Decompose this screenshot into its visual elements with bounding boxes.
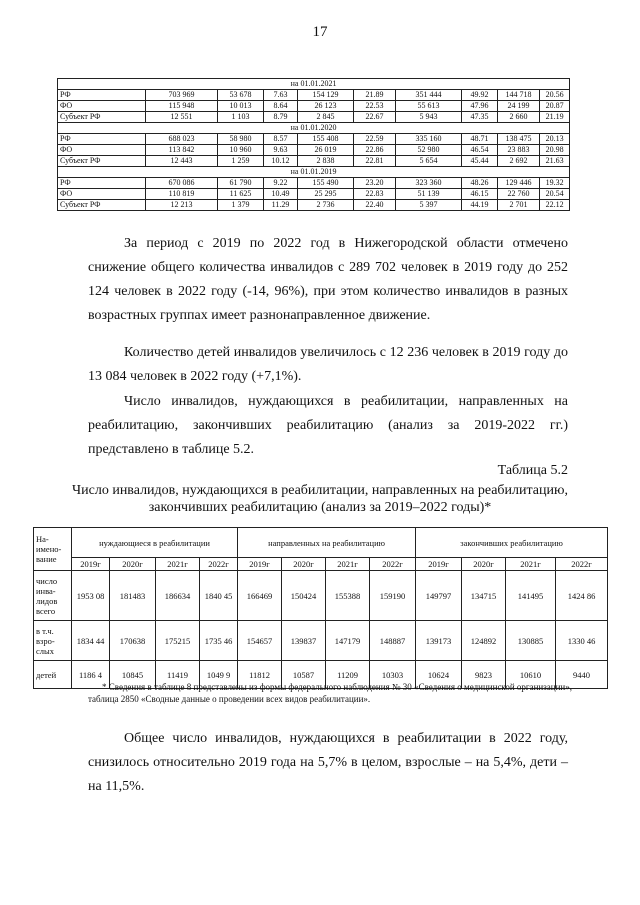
- table-cell: 134715: [462, 571, 506, 621]
- table-cell: 139837: [282, 621, 326, 661]
- table-cell: 170638: [110, 621, 156, 661]
- paragraph-conclusion: Общее число инвалидов, нуждающихся в реабилитации в 2022 году, снизилось относительно 2019 года на 5,7% в целом, взрослые – на 5,4%, дети – на 11,5%.: [88, 731, 568, 794]
- table-cell: 10624: [416, 661, 462, 689]
- table-cell: 46.54: [462, 145, 498, 156]
- table-cell: 115 948: [146, 101, 218, 112]
- table-cell: 24 199: [498, 101, 540, 112]
- table-cell: 48.26: [462, 178, 498, 189]
- year-header: 2019г: [238, 558, 282, 571]
- table-cell: 22.81: [354, 156, 396, 167]
- table-cell: 10587: [282, 661, 326, 689]
- table-cell: 141495: [506, 571, 556, 621]
- table-cell: 10610: [506, 661, 556, 689]
- table-cell: 21.19: [540, 112, 570, 123]
- table-cell: 670 086: [146, 178, 218, 189]
- table-cell: 175215: [156, 621, 200, 661]
- table-cell: 11812: [238, 661, 282, 689]
- page-number: 17: [312, 24, 328, 40]
- table-cell: 10 960: [218, 145, 264, 156]
- table-cell: 46.15: [462, 189, 498, 200]
- table-cell: 10845: [110, 661, 156, 689]
- row-label: число инва-лидов всего: [34, 571, 72, 621]
- table-cell: 53 678: [218, 90, 264, 101]
- table-cell: 159190: [370, 571, 416, 621]
- table-cell: 351 444: [396, 90, 462, 101]
- table-row: [58, 200, 570, 211]
- table-cell: 22.12: [540, 200, 570, 211]
- paragraph-decline: За период с 2019 по 2022 год в Нижегородской области отмечено снижение общего количества инвалидов с 289 702 человек в 2019 году до 252 124 человек в 2022 году (-14, 96%), при этом количество инвалидов в разных возрастных группах имеет разнонаправленное движение.: [88, 236, 568, 323]
- table-cell: 130885: [506, 621, 556, 661]
- table-cell: 25 295: [298, 189, 354, 200]
- year-header: 2021г: [156, 558, 200, 571]
- table-row: [34, 571, 608, 621]
- table-cell: 154 129: [298, 90, 354, 101]
- table-cell: 2 845: [298, 112, 354, 123]
- row-label: РФ: [58, 134, 146, 145]
- table-row: [34, 621, 608, 661]
- table-cell: 12 443: [146, 156, 218, 167]
- table-cell: 11.29: [264, 200, 298, 211]
- table-cell: 1 103: [218, 112, 264, 123]
- table-cell: 110 819: [146, 189, 218, 200]
- row-label: в т.ч. взро-слых: [34, 621, 72, 661]
- section-date-header: на 01.01.2020: [58, 123, 570, 134]
- table-cell: 49.92: [462, 90, 498, 101]
- table-cell: 7.63: [264, 90, 298, 101]
- table-row: [58, 134, 570, 145]
- table-cell: 22.86: [354, 145, 396, 156]
- table-cell: 45.44: [462, 156, 498, 167]
- table-cell: 23.20: [354, 178, 396, 189]
- table-cell: 22.67: [354, 112, 396, 123]
- year-header: 2020г: [110, 558, 156, 571]
- group-header-directed: направленных на реабилитацию: [238, 528, 416, 558]
- group-header-needing: нуждающиеся в реабилитации: [72, 528, 238, 558]
- row-label: ФО: [58, 189, 146, 200]
- table-cell: 5 943: [396, 112, 462, 123]
- table-title: Число инвалидов, нуждающихся в реабилитации, направленных на реабилитацию, закончивших реабилитацию (анализ за 2019–2022 годы)*: [72, 483, 568, 515]
- table-cell: 2 736: [298, 200, 354, 211]
- table-cell: 2 692: [498, 156, 540, 167]
- table-cell: 11209: [326, 661, 370, 689]
- table-cell: 22 760: [498, 189, 540, 200]
- corner-header: На-имено-вание: [34, 528, 72, 571]
- table-cell: 2 701: [498, 200, 540, 211]
- row-label: Субъект РФ: [58, 156, 146, 167]
- table-cell: 9.63: [264, 145, 298, 156]
- rehabilitation-table: [33, 527, 608, 689]
- table-cell: 1424 86: [556, 571, 608, 621]
- table-cell: 155 490: [298, 178, 354, 189]
- table-cell: 19.32: [540, 178, 570, 189]
- table-row: [58, 189, 570, 200]
- row-label: Субъект РФ: [58, 200, 146, 211]
- table-cell: 47.35: [462, 112, 498, 123]
- table-cell: 1735 46: [200, 621, 238, 661]
- table-cell: 186634: [156, 571, 200, 621]
- table-cell: 10 013: [218, 101, 264, 112]
- table-cell: 22.59: [354, 134, 396, 145]
- table-cell: 8.57: [264, 134, 298, 145]
- table-cell: 55 613: [396, 101, 462, 112]
- table-cell: 150424: [282, 571, 326, 621]
- table-cell: 124892: [462, 621, 506, 661]
- year-header: 2019г: [416, 558, 462, 571]
- table-cell: 20.13: [540, 134, 570, 145]
- table-cell: 138 475: [498, 134, 540, 145]
- table-cell: 155 408: [298, 134, 354, 145]
- row-label: детей: [34, 661, 72, 689]
- table-cell: 129 446: [498, 178, 540, 189]
- table-cell: 22.40: [354, 200, 396, 211]
- table-cell: 147179: [326, 621, 370, 661]
- table-cell: 139173: [416, 621, 462, 661]
- table-cell: 20.54: [540, 189, 570, 200]
- table-cell: 20.87: [540, 101, 570, 112]
- table-row: [58, 112, 570, 123]
- row-label: Субъект РФ: [58, 112, 146, 123]
- row-label: РФ: [58, 90, 146, 101]
- table-cell: 9.22: [264, 178, 298, 189]
- table-cell: 148887: [370, 621, 416, 661]
- table-cell: 113 842: [146, 145, 218, 156]
- paragraph-rehab-intro: Число инвалидов, нуждающихся в реабилитации, направленных на реабилитацию, закончивших реабилитацию (анализ за 2019-2022 гг.) представлено в таблице 5.2.: [88, 394, 568, 457]
- table-cell: 10.49: [264, 189, 298, 200]
- table-cell: 154657: [238, 621, 282, 661]
- table-cell: 8.79: [264, 112, 298, 123]
- row-label: ФО: [58, 145, 146, 156]
- regional-statistics-table: [57, 78, 570, 211]
- table-cell: 21.89: [354, 90, 396, 101]
- table-cell: 1840 45: [200, 571, 238, 621]
- year-header: 2019г: [72, 558, 110, 571]
- table-cell: 20.56: [540, 90, 570, 101]
- table-cell: 22.83: [354, 189, 396, 200]
- table-cell: 1834 44: [72, 621, 110, 661]
- table-cell: 61 790: [218, 178, 264, 189]
- table-cell: 26 123: [298, 101, 354, 112]
- table-label: Таблица 5.2: [497, 463, 568, 478]
- table-cell: 10.12: [264, 156, 298, 167]
- table-cell: 323 360: [396, 178, 462, 189]
- table-row: [58, 101, 570, 112]
- year-header: 2020г: [282, 558, 326, 571]
- year-header: 2022г: [556, 558, 608, 571]
- table-cell: 144 718: [498, 90, 540, 101]
- table-footnote: * Сведения в таблице 8 представлены из формы федерального наблюдения № 30 «Сведения о медицинской организации», таблица 2850 «Сводные данные о проведении всех видов реабилитации».: [88, 682, 572, 704]
- table-cell: 47.96: [462, 101, 498, 112]
- table-cell: 48.71: [462, 134, 498, 145]
- year-header: 2022г: [370, 558, 416, 571]
- table-cell: 1330 46: [556, 621, 608, 661]
- table-cell: 12 213: [146, 200, 218, 211]
- table-cell: 58 980: [218, 134, 264, 145]
- table-cell: 11 625: [218, 189, 264, 200]
- table-cell: 26 019: [298, 145, 354, 156]
- section-date-header: на 01.01.2019: [58, 167, 570, 178]
- table-cell: 51 139: [396, 189, 462, 200]
- table-cell: 335 160: [396, 134, 462, 145]
- table-cell: 1186 4: [72, 661, 110, 689]
- table-cell: 52 980: [396, 145, 462, 156]
- table-cell: 21.63: [540, 156, 570, 167]
- table-cell: 12 551: [146, 112, 218, 123]
- table-cell: 2 838: [298, 156, 354, 167]
- table-cell: 166469: [238, 571, 282, 621]
- table-cell: 181483: [110, 571, 156, 621]
- table-cell: 22.53: [354, 101, 396, 112]
- table-cell: 10303: [370, 661, 416, 689]
- table-row: [58, 90, 570, 101]
- table-cell: 5 654: [396, 156, 462, 167]
- section-date-header: на 01.01.2021: [58, 79, 570, 90]
- group-header-completed: закончивших реабилитацию: [416, 528, 608, 558]
- table-cell: 2 660: [498, 112, 540, 123]
- table-row: [58, 156, 570, 167]
- row-label: ФО: [58, 101, 146, 112]
- row-label: РФ: [58, 178, 146, 189]
- table-cell: 44.19: [462, 200, 498, 211]
- table-row: [58, 145, 570, 156]
- year-header: 2021г: [326, 558, 370, 571]
- table-cell: 703 969: [146, 90, 218, 101]
- table-cell: 8.64: [264, 101, 298, 112]
- year-header: 2022г: [200, 558, 238, 571]
- table-cell: 9823: [462, 661, 506, 689]
- table-cell: 11419: [156, 661, 200, 689]
- table-row: [58, 178, 570, 189]
- year-header: 2021г: [506, 558, 556, 571]
- table-cell: 1 259: [218, 156, 264, 167]
- table-cell: 1 379: [218, 200, 264, 211]
- year-header: 2020г: [462, 558, 506, 571]
- table-cell: 149797: [416, 571, 462, 621]
- table-cell: 20.98: [540, 145, 570, 156]
- table-cell: 5 397: [396, 200, 462, 211]
- table-cell: 1049 9: [200, 661, 238, 689]
- paragraph-children: Количество детей инвалидов увеличилось с 12 236 человек в 2019 году до 13 084 человек в 2022 году (+7,1%).: [88, 345, 568, 384]
- table-cell: 23 883: [498, 145, 540, 156]
- table-cell: 9440: [556, 661, 608, 689]
- table-cell: 155388: [326, 571, 370, 621]
- table-cell: 688 023: [146, 134, 218, 145]
- table-cell: 1953 08: [72, 571, 110, 621]
